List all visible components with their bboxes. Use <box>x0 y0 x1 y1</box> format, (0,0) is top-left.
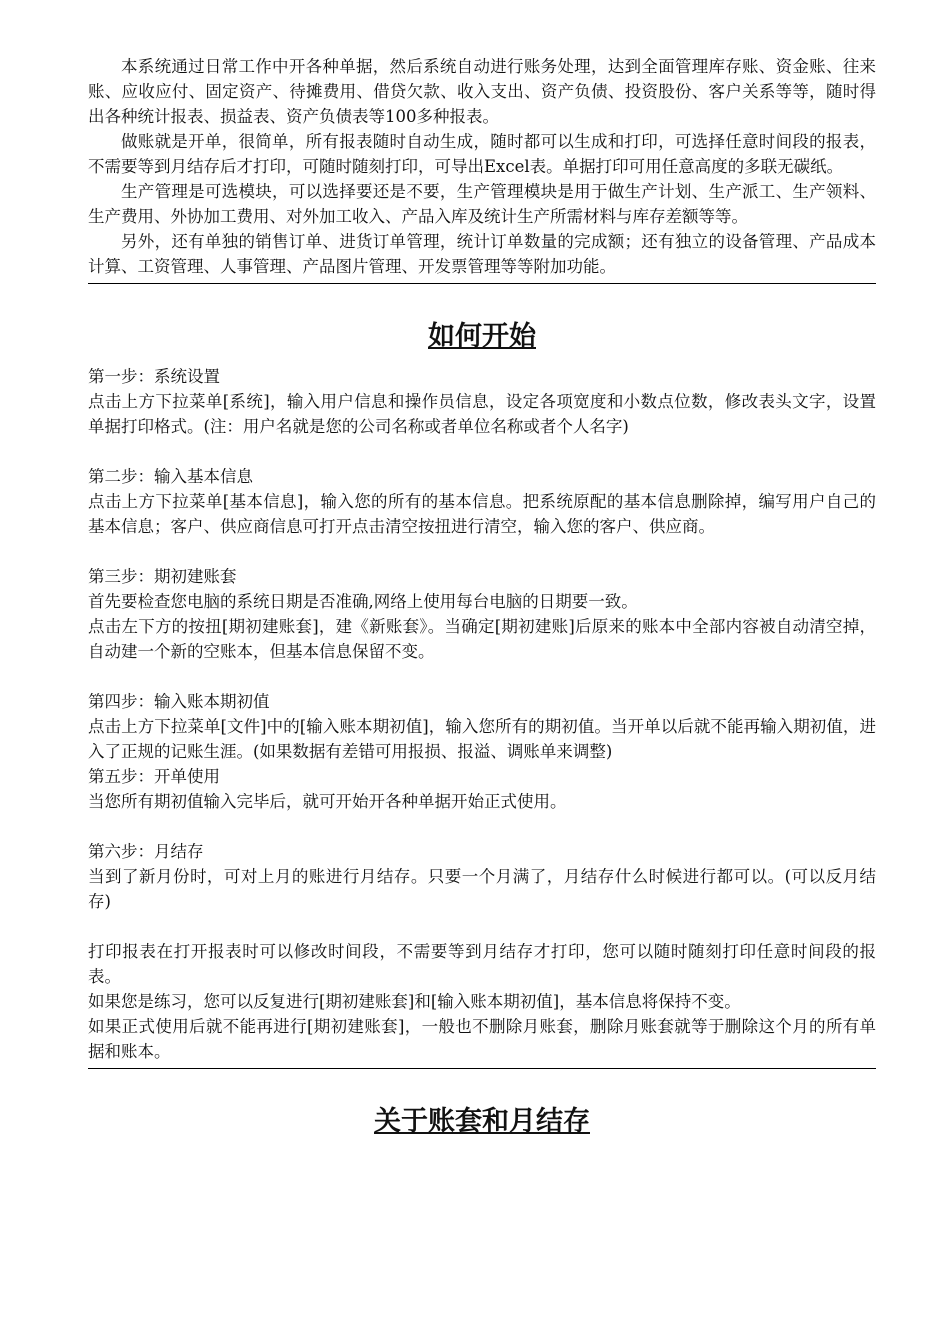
section-divider <box>88 1068 876 1069</box>
note-text: 打印报表在打开报表时可以修改时间段，不需要等到月结存才打印，您可以随时随刻打印任意时间段的报表。 <box>88 942 876 986</box>
notes-block <box>88 939 876 1064</box>
step-2 <box>88 464 876 539</box>
step-title: 第五步：开单使用 <box>88 767 220 786</box>
intro-paragraph: 做账就是开单，很简单，所有报表随时自动生成，随时都可以生成和打印，可选择任意时间段的报表，不需要等到月结存后才打印，可随时随刻打印，可导出Excel表。单据打印可用任意高度的多联无碳纸。 <box>88 132 876 176</box>
intro-paragraph: 另外，还有单独的销售订单、进货订单管理，统计订单数量的完成额；还有独立的设备管理、产品成本计算、工资管理、人事管理、产品图片管理、开发票管理等等附加功能。 <box>88 232 876 276</box>
note-text: 如果正式使用后就不能再进行[期初建账套]，一般也不删除月账套，删除月账套就等于删除这个月的所有单据和账本。 <box>88 1017 876 1061</box>
intro-paragraph: 本系统通过日常工作中开各种单据，然后系统自动进行账务处理，达到全面管理库存账、资金账、往来账、应收应付、固定资产、待摊费用、借贷欠款、收入支出、资产负债、投资股份、客户关系等等，随时得出各种统计报表、损益表、资产负债表等100多种报表。 <box>88 57 876 126</box>
step-title: 第一步：系统设置 <box>88 367 220 386</box>
step-title: 第二步：输入基本信息 <box>88 467 253 486</box>
spacer <box>88 539 876 564</box>
step-6 <box>88 839 876 914</box>
step-body: 当到了新月份时，可对上月的账进行月结存。只要一个月满了，月结存什么时候进行都可以。(可以反月结存) <box>88 867 876 911</box>
step-title: 第四步：输入账本期初值 <box>88 692 270 711</box>
note-text: 如果您是练习，您可以反复进行[期初建账套]和[输入账本期初值]，基本信息将保持不变。 <box>88 992 741 1011</box>
step-body: 首先要检查您电脑的系统日期是否准确,网络上使用每台电脑的日期要一致。 <box>88 592 638 611</box>
document-page <box>88 54 876 1142</box>
step-3 <box>88 564 876 664</box>
intro-paragraph: 生产管理是可选模块，可以选择要还是不要，生产管理模块是用于做生产计划、生产派工、生产领料、生产费用、外协加工费用、对外加工收入、产品入库及统计生产所需材料与库存差额等等。 <box>88 182 876 226</box>
step-title: 第三步：期初建账套 <box>88 567 237 586</box>
step-5 <box>88 764 876 814</box>
step-title: 第六步：月结存 <box>88 842 204 861</box>
step-body: 点击左下方的按扭[期初建账套]，建《新账套》。当确定[期初建账]后原来的账本中全部内容被自动清空掉，自动建一个新的空账本，但基本信息保留不变。 <box>88 617 876 661</box>
spacer <box>88 914 876 939</box>
spacer <box>88 439 876 464</box>
step-1 <box>88 364 876 439</box>
spacer <box>88 664 876 689</box>
section-divider <box>88 283 876 284</box>
section-title-accounts-and-monthly-closing: 关于账套和月结存 <box>374 1106 590 1137</box>
step-body: 点击上方下拉菜单[系统]，输入用户信息和操作员信息，设定各项宽度和小数点位数，修改表头文字，设置单据打印格式。(注：用户名就是您的公司名称或者单位名称或者个人名字) <box>88 392 876 436</box>
spacer <box>88 814 876 839</box>
intro-section <box>88 54 876 279</box>
step-body: 点击上方下拉菜单[基本信息]，输入您的所有的基本信息。把系统原配的基本信息删除掉，编写用户自己的基本信息；客户、供应商信息可打开点击清空按扭进行清空，输入您的客户、供应商。 <box>88 492 876 536</box>
section-title-how-to-start: 如何开始 <box>428 321 536 352</box>
step-body: 当您所有期初值输入完毕后，就可开始开各种单据开始正式使用。 <box>88 792 567 811</box>
step-body: 点击上方下拉菜单[文件]中的[输入账本期初值]，输入您所有的期初值。当开单以后就不能再输入期初值，进入了正规的记账生涯。(如果数据有差错可用报损、报溢、调账单来调整) <box>88 717 876 761</box>
step-4 <box>88 689 876 764</box>
